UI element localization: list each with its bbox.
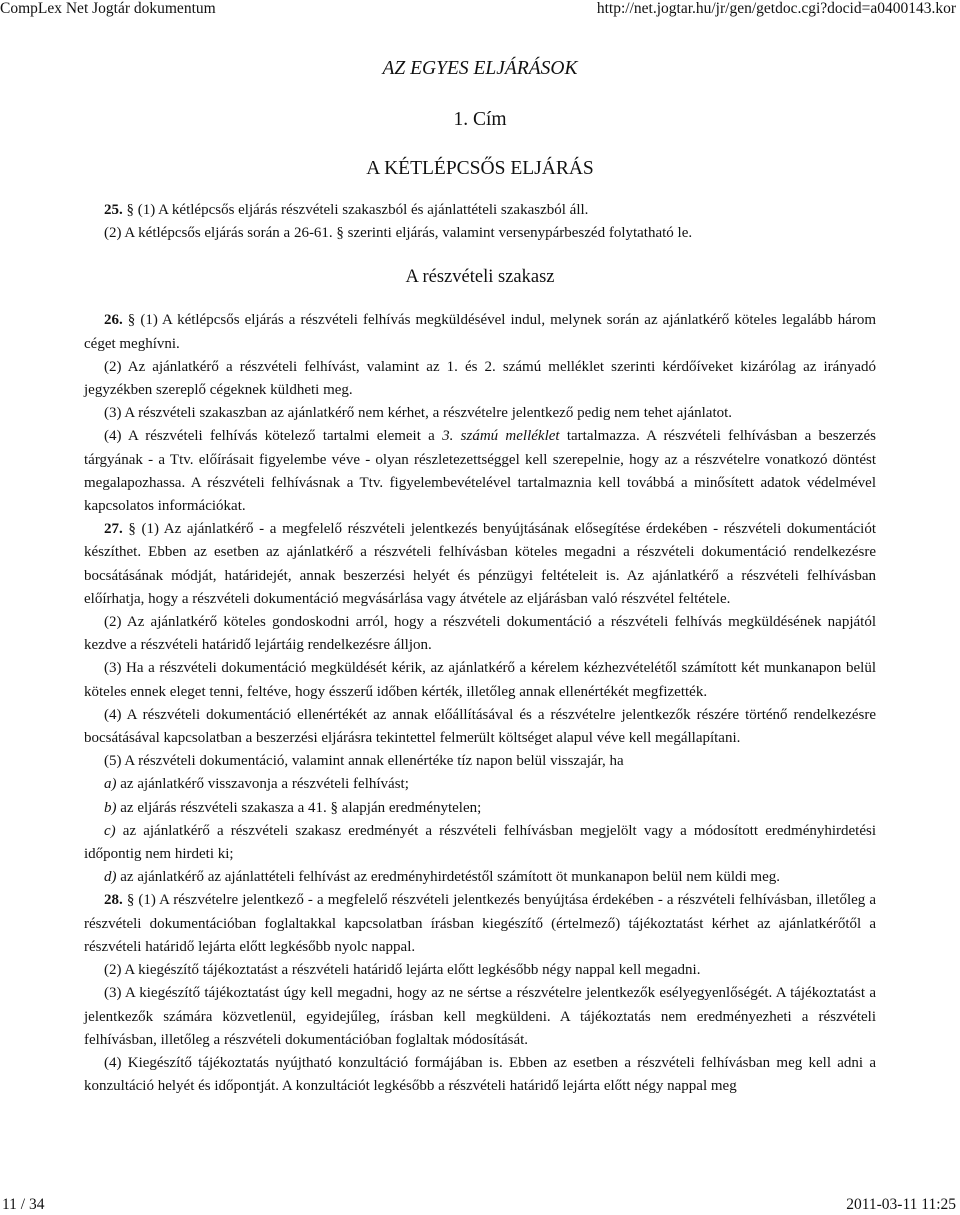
- paragraph: (2) Az ajánlatkérő a részvételi felhívást, valamint az 1. és 2. számú melléklet szerinti kérdőíveket kizárólag az irányadó jegyzékben szereplő cégeknek küldheti meg.: [84, 358, 876, 399]
- timestamp: 2011-03-11 11:25: [846, 1196, 956, 1213]
- paragraph-text: § (1) Az ajánlatkérő - a megfelelő részvételi jelentkezés benyújtásának elősegítése érdekében - részvételi dokumentációt készíthet. Ebben az esetben az ajánlatkérő a részvételi felhívásban köteles megadni a részvételi dokumentáció rendelkezésre bocsátásának módját, határidejét, annak beszerzési helyét és pénzügyi feltételeit is. Az ajánlatkérő a részvételi felhívásban előírhatja, hogy a részvételi dokumentáció megvásárlása vagy átvétele az eljárásban való részvétel feltétele.: [84, 521, 877, 607]
- section-28: [84, 889, 876, 1098]
- section-26: [84, 309, 876, 518]
- paragraph: (3) A kiegészítő tájékoztatást úgy kell megadni, hogy az ne sértse a részvételre jelentkezők esélyegyenlőségét. A tájékoztatást a jelentkezők számára közvetlenül, egyidejűleg, írásban kell megküldeni. A tájékoztatás nem eredményezheti a részvételi felhívásban, illetőleg a részvételi dokumentációban foglaltak módosítását.: [84, 985, 876, 1048]
- paragraph: (3) A részvételi szakaszban az ajánlatkérő nem kérhet, a részvételre jelentkező pedig nem tehet ajánlatot.: [104, 405, 733, 422]
- paragraph-text: tartalmazza. A részvételi felhívásban a beszerzés tárgyának - a Ttv. előírásait figyelembe véve - olyan részletezettséggel kell szerepelnie, hogy az a részvételre vonatkozó döntést megalapozhassa. A részvételi felhívásnak a Ttv. figyelembevételével tartalmaznia kell továbbá a minősített adatok védelmével kapcsolatos információkat.: [84, 428, 876, 515]
- section-number: 27.: [104, 521, 123, 538]
- subsection-title: A részvételi szakasz: [405, 267, 555, 288]
- paragraph: (5) A részvételi dokumentáció, valamint annak ellenértéke tíz napon belül visszajár, ha: [104, 753, 624, 770]
- paragraph: [84, 889, 876, 959]
- page-number: 11 / 34: [2, 1196, 45, 1213]
- paragraph-text: (4) A részvételi felhívás kötelező tartalmi elemeit a: [104, 428, 443, 445]
- paragraph: (2) A kiegészítő tájékoztatást a részvételi határidő lejárta előtt legkésőbb négy nappal kell megadni.: [104, 962, 701, 979]
- list-text: az ajánlatkérő a részvételi szakasz eredményét a részvételi felhívásban megjelölt vagy a módosított eredményhirdetési időpontig nem hirdeti ki;: [84, 822, 876, 863]
- paragraph-text: § (1) A kétlépcsős eljárás a részvételi felhívás megküldésével indul, melynek során az ajánlatkérő köteles legalább három céget meghívni.: [84, 312, 877, 352]
- list-text: az ajánlatkérő az ajánlattételi felhívást az eredményhirdetéstől számított öt munkanapon belül nem küldi meg.: [116, 869, 781, 886]
- list-item: [84, 820, 876, 866]
- list-item: [84, 773, 876, 796]
- paragraph: (4) A részvételi dokumentáció ellenértékét az annak előállításával és a részvételre jelentkezők részére történő rendelkezésre bocsátásával kapcsolatban a beszerzési eljárásra tekintettel felmerült költséget alapul véve kell megállapítani.: [84, 706, 876, 747]
- list-item: [84, 797, 876, 820]
- header-url: http://net.jogtar.hu/jr/gen/getdoc.cgi?docid=a0400143.kor: [596, 0, 956, 17]
- section-27: [84, 518, 876, 889]
- list-text: az ajánlatkérő visszavonja a részvételi felhívást;: [116, 776, 409, 793]
- paragraph-text: § (1) A részvételre jelentkező - a megfelelő részvételi jelentkezés benyújtása érdekében - a részvételi felhívásban, illetőleg a részvételi dokumentációban foglaltakkal kapcsolatban írásban kiegészítő (értelmező) tájékoztatást kérhet az ajánlatkérőtől a részvételi határidő lejárta előtt legkésőbb nyolc nappal.: [84, 892, 877, 955]
- document-footer: [0, 1196, 960, 1214]
- list-label: a): [104, 776, 117, 793]
- paragraph: (2) Az ajánlatkérő köteles gondoskodni arról, hogy a részvételi dokumentáció a részvételi felhívás megküldésének napjától kezdve a részvételi határidő lejártáig rendelkezésre álljon.: [84, 614, 876, 654]
- document-header: [0, 0, 960, 20]
- section-25: [84, 199, 876, 245]
- paragraph: [84, 518, 876, 611]
- section-number: 26.: [104, 312, 123, 329]
- list-item: [84, 866, 876, 889]
- document-body: [84, 56, 876, 1098]
- paragraph: (2) A kétlépcsős eljárás során a 26-61. § szerinti eljárás, valamint versenypárbeszéd folytatható le.: [104, 225, 693, 242]
- header-app-name: CompLex Net Jogtár dokumentum: [0, 0, 216, 17]
- list-text: az eljárás részvételi szakasza a 41. § alapján eredménytelen;: [116, 799, 482, 816]
- paragraph: [84, 425, 876, 518]
- list-label: c): [104, 822, 116, 839]
- annex-reference: 3. számú melléklet: [442, 428, 560, 445]
- paragraph: (4) Kiegészítő tájékoztatás nyújtható konzultáció formájában is. Ebben az esetben a részvételi felhívásban meg kell adni a konzultáció helyét és időpontját. A konzultációt legkésőbb a részvételi határidő lejárta előtt négy nappal meg: [84, 1054, 876, 1095]
- paragraph-text: § (1) A kétlépcsős eljárás részvételi szakaszból és ajánlattételi szakaszból áll.: [126, 202, 589, 218]
- paragraph: (3) Ha a részvételi dokumentáció megküldését kérik, az ajánlatkérő a kérelem kézhezvételétől számított két munkanapon belül köteles ennek eleget tenni, feltéve, hogy ésszerű időben kérték, illetőleg annak ellenértékét megfizették.: [84, 660, 876, 700]
- paragraph: [84, 309, 876, 355]
- list-label: d): [104, 869, 117, 886]
- chapter-title: A KÉTLÉPCSŐS ELJÁRÁS: [366, 158, 594, 179]
- section-number: 25.: [104, 202, 123, 218]
- list-label: b): [104, 799, 117, 816]
- section-number: 28.: [104, 892, 123, 909]
- paragraph: [84, 199, 876, 222]
- part-title: AZ EGYES ELJÁRÁSOK: [382, 58, 578, 79]
- cim-title: 1. Cím: [453, 109, 507, 130]
